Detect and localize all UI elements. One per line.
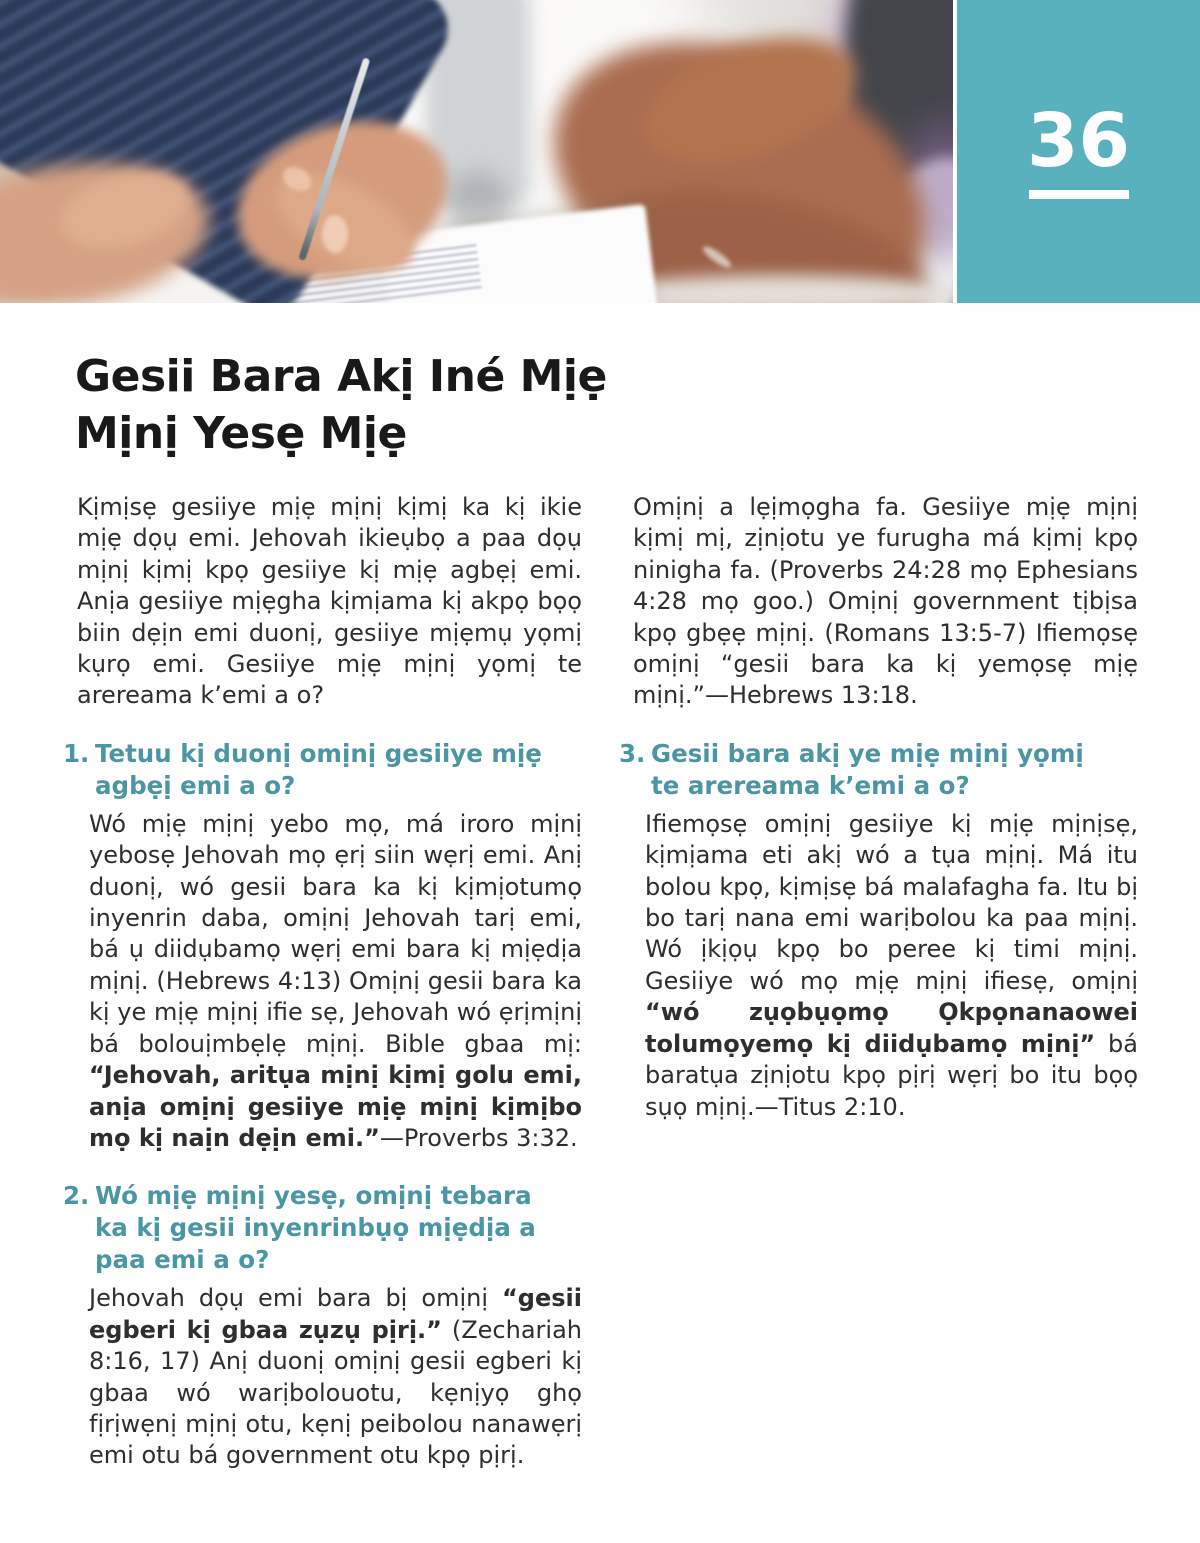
photo-fingernail-shape bbox=[322, 215, 348, 253]
question-text: Gesii bara akị ye mịẹ mịnị yọmị te arereama k’emi a o? bbox=[651, 738, 1084, 800]
question-number: 2. bbox=[63, 1181, 90, 1211]
answer-paragraph-1: Wó mịẹ mịnị yebo mọ, má iroro mịnị yebosẹ Jehovah mọ ẹrị siin wẹrị emi. Anị duonị, wó gesii bara ka kị kịmịotumọ inyenrin daba, omịnị Jehovah tarị emi, bá ụ diidụbamọ wẹrị emi bara kị mịẹdịa mịnị. (Hebrews 4:13) Omịnị gesii bara ka kị ye mịẹ mịnị ifie sẹ, Jehovah wó ẹrịmịnị bá bolouịmbẹlẹ mịnị. Bible gbaa mị: “Jehovah, aritụa mịnị kịmị golu emi, anịa omịnị gesiiye mịẹ mịnị kịmịbo mọ kị naịn dẹịn emi.”—Proverbs 3:32. bbox=[89, 809, 582, 1152]
lesson-photo bbox=[0, 0, 953, 303]
lesson-number-box bbox=[957, 0, 1200, 303]
column-left bbox=[63, 492, 582, 1472]
intro-paragraph: Kịmịsẹ gesiiye mịẹ mịnị kịmị ka kị ikie mịẹ dọụ emi. Jehovah ikieụbọ a paa dọụ mịnị kịmị kpọ gesiiye kị mịẹ agbẹị emi. Anịa gesiiye mịẹgha kịmịama kị akpọ bọọ biin dẹịn emi duonị, gesiiye mịẹmụ yọmị kụrọ emi. Gesiiye mịẹ mịnị yọmị te arereama k’emi a o? bbox=[77, 493, 582, 710]
question-heading-2 bbox=[63, 1180, 582, 1276]
answer-paragraph-2: Jehovah dọụ emi bara bị omịnị “gesii egberi kị gbaa zụzụ pịrị.” (Zechariah 8:16, 17) Anị duonị omịnị gesii egberi kị gbaa wó warịbolouotu, kẹnịyọ ghọ fịrịwẹnị mịnị otu, kẹnị peibolou nanawẹrị emi otu bá government otu kpọ pịrị. bbox=[89, 1284, 583, 1470]
question-number: 1. bbox=[63, 738, 90, 768]
column-right bbox=[619, 492, 1138, 1472]
question-number: 3. bbox=[619, 738, 646, 768]
page-title-line-2: Mịnị Yesẹ Mịẹ bbox=[75, 408, 407, 459]
intro-paragraph: Omịnị a lẹịmọgha fa. Gesiiye mịẹ mịnị kịmị mị, zịnịotu ye furugha má kịmị kpọ ninigha fa. (Proverbs 24:28 mọ Ephesians 4:28 mọ goo.) Omịnị government tịbịsa kpọ gbẹẹ mịnị. (Romans 13:5-7) Ifiemọsẹ omịnị “gesii bara ka kị yemọsẹ mịẹ mịnị.”—Hebrews 13:18. bbox=[633, 493, 1138, 710]
lesson-number-underline bbox=[1029, 190, 1129, 199]
lesson-number: 36 bbox=[1027, 98, 1130, 184]
question-heading-3 bbox=[619, 738, 1138, 802]
page-title bbox=[75, 348, 835, 462]
question-heading-1 bbox=[63, 738, 582, 802]
question-text: Tetuu kị duonị omịnị gesiiye mịẹ agbẹị emi a o? bbox=[95, 738, 542, 800]
body-columns bbox=[63, 492, 1138, 1472]
page-title-line-1: Gesii Bara Akị Iné Mịẹ bbox=[75, 351, 607, 402]
answer-paragraph-3: Ifiemọsẹ omịnị gesiiye kị mịẹ mịnịsẹ, kịmịama eti akị wó a tụa mịnị. Má itu bolou kpọ, kịmịsẹ bá malafagha fa. Itu bị bo tarị nana emi warịbolou ka paa mịnị. Wó ịkịọụ kpọ bo peree kị timi mịnị. Gesiiye wó mọ mịẹ mịnị ifiesẹ, omịnị “wó zụọbụọmọ Ọkpọnanaowei tolumọyemọ kị diidụbamọ mịnị” bá baratụa zịnịotu kpọ pịrị wẹrị bo itu bọọ sụọ mịnị.—Titus 2:10. bbox=[645, 809, 1138, 1121]
question-text: Wó mịẹ mịnị yesẹ, omịnị tebara ka kị gesii inyenrinbụọ mịẹdịa a paa emi a o? bbox=[95, 1181, 536, 1275]
